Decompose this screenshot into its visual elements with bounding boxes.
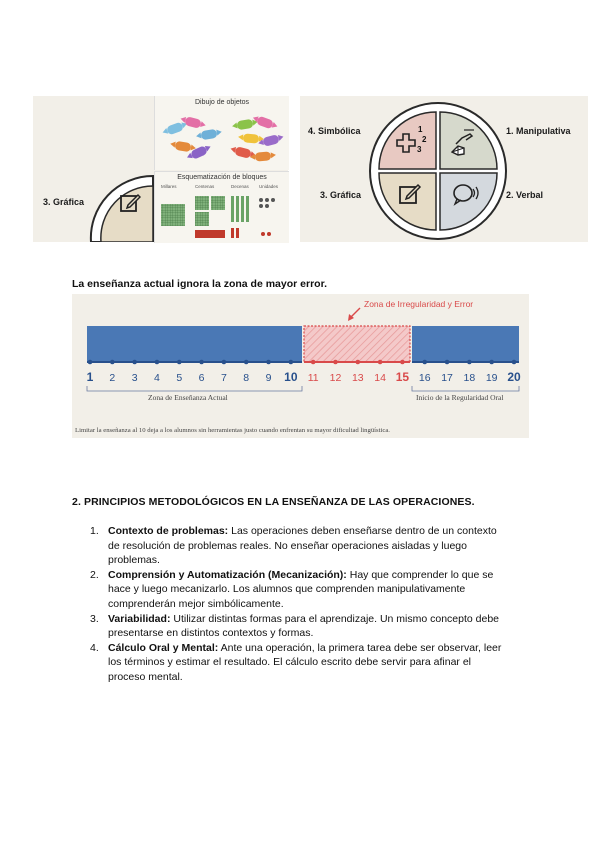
pencil-edit-icon — [119, 192, 141, 214]
representation-figure-left — [33, 96, 288, 242]
number-line-figure — [72, 294, 529, 438]
list-item: 1. Contexto de problemas: Las operaciones deben enseñarse dentro de un contexto de resolución de problemas reales. No enseñar operaciones aisladas y luego problemas. — [90, 525, 497, 567]
candy-icon — [166, 122, 184, 136]
tick-label: 16 — [418, 372, 431, 384]
principle-term: Cálculo Oral y Mental: — [108, 641, 219, 654]
list-item: 2. Comprensión y Automatización (Mecanización): Hay que comprender lo que se hace y luego mecanizarlo. Los alumnos que comprenden manipulativamente comprenderán mejor simbólicamente. — [90, 568, 494, 610]
tick-label: 2 — [109, 372, 116, 384]
plus-symbol-icon — [396, 132, 418, 154]
tick-label: 13 — [351, 372, 364, 384]
tick-dot — [244, 360, 249, 365]
tick-label: 15 — [395, 370, 410, 384]
tick-label: 17 — [441, 372, 453, 384]
tick-dot — [311, 360, 316, 365]
number-line — [72, 294, 529, 438]
candy-icon — [262, 134, 280, 147]
fraction-2: 2 — [422, 135, 427, 144]
principle-term: Variabilidad: — [108, 612, 171, 625]
tick-dot — [355, 360, 360, 365]
tick-label: 14 — [374, 372, 386, 384]
hand-cube-icon — [450, 126, 480, 156]
label-grafica: 3. Gráfica — [43, 197, 85, 207]
speech-bubble-icon — [452, 182, 480, 206]
number-line-heading: La enseñanza actual ignora la zona de mayor error. — [72, 278, 328, 290]
list-item: 4. Cálculo Oral y Mental: Ante una operación, la primera tarea debe ser observar, leer los términos y estimar el resultado. El cálculo escrito debe servir para afinar el proceso mental. — [90, 641, 502, 683]
blocks-col-centenas: Centenas — [195, 184, 215, 189]
fraction-1: 1 — [418, 125, 423, 134]
tick-dot — [266, 360, 271, 365]
tick-label: 5 — [176, 372, 183, 384]
tick-dot — [378, 360, 383, 365]
number-line-caption: Limitar la enseñanza al 10 deja a los alumnos sin herramientas justo cuando enfrentan su mayor dificultad lingüística. — [75, 427, 390, 434]
label-manipulativa: 1. Manipulativa — [506, 126, 571, 136]
tick-dot — [400, 360, 405, 365]
tick-dot — [222, 360, 227, 365]
bracket-right — [412, 386, 519, 391]
tick-label: 4 — [154, 372, 160, 384]
range-left-label: Zona de Enseñanza Actual — [148, 393, 228, 402]
tick-dot — [467, 360, 472, 365]
tick-dot — [445, 360, 450, 365]
grafica-quarter-wheel — [33, 96, 155, 242]
blocks-title: Esquematización de bloques — [177, 174, 267, 181]
pencil-edit-icon — [398, 182, 422, 206]
tick-dot — [132, 360, 137, 365]
band-current-teaching — [87, 326, 302, 362]
tick-label: 7 — [220, 372, 227, 384]
tick-label: 9 — [265, 372, 272, 384]
range-right-label: Inicio de la Regularidad Oral — [416, 393, 504, 402]
objects-title: Dibujo de objetos — [194, 99, 250, 106]
bracket-left — [87, 386, 302, 391]
representation-wheel — [300, 96, 588, 242]
tick-dot — [177, 360, 182, 365]
candy-icon — [174, 141, 191, 153]
tick-label: 1 — [86, 370, 94, 384]
tick-label: 18 — [463, 372, 476, 384]
band-oral-regularity — [412, 326, 519, 362]
section2-title: 2. PRINCIPIOS METODOLÓGICOS EN LA ENSEÑANZA DE LAS OPERACIONES. — [72, 496, 475, 508]
candy-icon — [243, 133, 260, 143]
tick-dot — [155, 360, 160, 365]
representation-wheel-figure — [300, 96, 588, 242]
candy-icon — [255, 151, 272, 161]
zone-label: Zona de Irregularidad y Error — [364, 299, 474, 309]
principle-term: Comprensión y Automatización (Mecanización): — [108, 568, 347, 581]
label-verbal: 2. Verbal — [506, 190, 544, 200]
tick-dot — [110, 360, 115, 365]
tick-label: 19 — [485, 372, 498, 384]
candy-icon — [184, 116, 202, 129]
tick-label: 6 — [198, 372, 205, 384]
principles-list — [86, 524, 526, 685]
tick-dot — [199, 360, 204, 365]
tick-label: 3 — [131, 372, 138, 384]
tick-dot — [489, 360, 494, 365]
blocks-col-decenas: Decenas — [231, 184, 249, 189]
tick-label: 11 — [307, 372, 319, 384]
fraction-3: 3 — [417, 145, 422, 154]
tick-dot — [512, 360, 517, 365]
label-simbolica: 4. Simbólica — [308, 126, 361, 136]
candy-icon — [200, 129, 217, 141]
objects-drawing-card — [154, 96, 289, 170]
tick-label: 12 — [329, 372, 342, 384]
list-item: 3. Variabilidad: Utilizar distintas formas para el aprendizaje. Un mismo concepto debe presentarse en distintos contextos y formas. — [90, 612, 500, 640]
principle-term: Contexto de problemas: — [108, 525, 229, 537]
blocks-col-millares: Millares — [161, 184, 177, 189]
tick-dot — [422, 360, 427, 365]
tick-dot — [333, 360, 338, 365]
label-grafica-right: 3. Gráfica — [320, 190, 362, 200]
blocks-schematic-card — [154, 171, 289, 243]
tick-label: 10 — [284, 370, 298, 384]
tick-dot — [88, 360, 93, 365]
tick-dot — [289, 360, 294, 365]
tick-label: 8 — [243, 372, 250, 384]
blocks-col-unidades: Unidades — [259, 184, 279, 189]
tick-label: 20 — [507, 370, 521, 384]
blocks-drawing — [155, 190, 289, 242]
candy-icon — [256, 116, 274, 130]
